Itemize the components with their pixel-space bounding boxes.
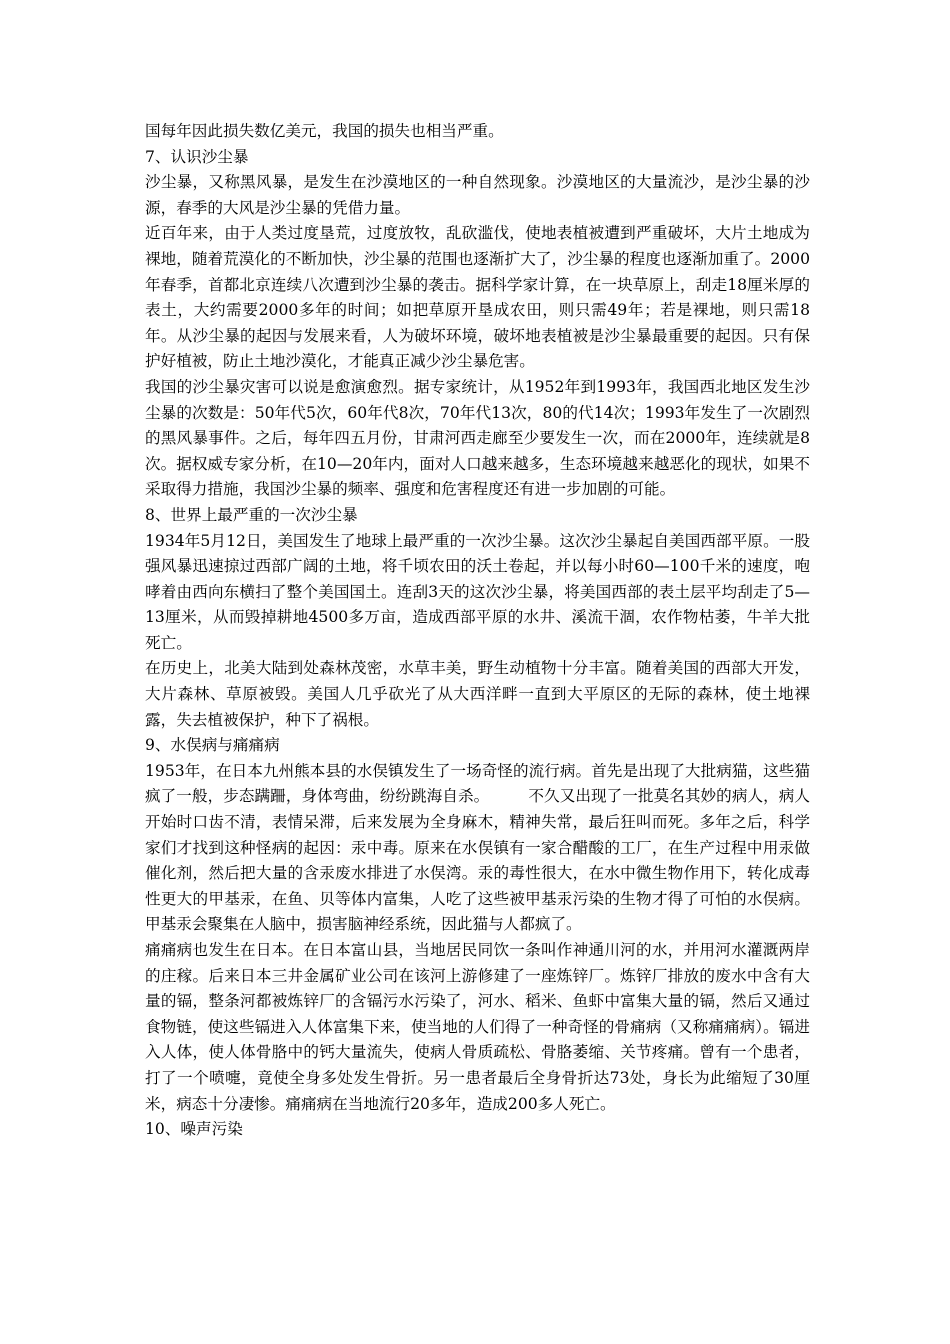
paragraph: 在历史上，北美大陆到处森林茂密，水草丰美，野生动植物十分丰富。随着美国的西部大开发，大片森林、草原被毁。美国人几乎砍光了从大西洋畔一直到大平原区的无际的森林，使土地裸露，失去植被保护，种下了祸根。 (145, 659, 810, 729)
paragraph: 1953年，在日本九州熊本县的水俣镇发生了一场奇怪的流行病。首先是出现了大批病猫，这些猫疯了一般，步态蹒跚，身体弯曲，纷纷跳海自杀。 不久又出现了一批莫名其妙的病人，病人开始时口齿不清，表情呆滞，后来发展为全身麻木，精神失常，最后狂叫而死。多年之后，科学家们才找到这种怪病的起因：汞中毒。原来在水俣镇有一家合醋酸的工厂，在生产过程中用汞做催化剂，然后把大量的含汞废水排进了水俣湾。汞的毒性很大，在水中微生物作用下，转化成毒性更大的甲基汞，在鱼、贝等体内富集，人吃了这些被甲基汞污染的生物才得了可怕的水俣病。甲基汞会聚集在人脑中，损害脑神经系统，因此猫与人都疯了。 (145, 761, 810, 934)
paragraph-continuation: 国每年因此损失数亿美元，我国的损失也相当严重。 (145, 122, 504, 140)
section-heading-9: 9、水俣病与痛痛病 (145, 736, 280, 755)
document-body (145, 119, 810, 1143)
paragraph: 我国的沙尘暴灾害可以说是愈演愈烈。据专家统计，从1952年到1993年，我国西北地区发生沙尘暴的次数是：50年代5次，60年代8次，70年代13次，80的代14次；1993年发生了一次剧烈的黑风暴事件。之后，每年四五月份，甘肃河西走廊至少要发生一次，而在2000年，连续就是8次。据权威专家分析，在10—20年内，面对人口越来越多，生态环境越来越恶化的现状，如果不采取得力措施，我国沙尘暴的频率、强度和危害程度还有进一步加剧的可能。 (145, 377, 810, 499)
paragraph: 沙尘暴，又称黑风暴，是发生在沙漠地区的一种自然现象。沙漠地区的大量流沙，是沙尘暴的沙源，春季的大风是沙尘暴的凭借力量。 (145, 173, 810, 217)
paragraph: 1934年5月12日，美国发生了地球上最严重的一次沙尘暴。这次沙尘暴起自美国西部平原。一股强风暴迅速掠过西部广阔的土地，将千顷农田的沃土卷起，并以每小时60—100千米的速度，咆哮着由西向东横扫了整个美国国土。连刮3天的这次沙尘暴，将美国西部的表土层平均刮走了5—13厘米，从而毁掉耕地4500多万亩，造成西部平原的水井、溪流干涸，农作物枯萎，牛羊大批死亡。 (145, 531, 810, 652)
paragraph: 近百年来，由于人类过度垦荒，过度放牧，乱砍滥伐，使地表植被遭到严重破坏，大片土地成为裸地，随着荒漠化的不断加快，沙尘暴的范围也逐渐扩大了，沙尘暴的程度也逐渐加重了。2000年春季，首都北京连续八次遭到沙尘暴的袭击。据科学家计算，在一块草原上，刮走18厘米厚的表土，大约需要2000多年的时间；如把草原开垦成农田，则只需49年；若是裸地，则只需18年。从沙尘暴的起因与发展来看，人为破坏环境，破坏地表植被是沙尘暴最重要的起因。只有保护好植被，防止土地沙漠化，才能真正减少沙尘暴危害。 (145, 224, 810, 371)
paragraph: 痛痛病也发生在日本。在日本富山县，当地居民同饮一条叫作神通川河的水，并用河水灌溉两岸的庄稼。后来日本三井金属矿业公司在该河上游修建了一座炼锌厂。炼锌厂排放的废水中含有大量的镉，整条河都被炼锌厂的含镉污水污染了，河水、稻米、鱼虾中富集大量的镉，然后又通过食物链，使这些镉进入人体富集下来，使当地的人们得了一种奇怪的骨痛病（又称痛痛病）。镉进入人体，使人体骨胳中的钙大量流失，使病人骨质疏松、骨胳萎缩、关节疼痛。曾有一个患者，打了一个喷嚏，竟使全身多处发生骨折。另一患者最后全身骨折达73处，身长为此缩短了30厘米，病态十分凄惨。痛痛病在当地流行20多年，造成200多人死亡。 (145, 941, 810, 1113)
section-heading-7: 7、认识沙尘暴 (145, 147, 249, 166)
section-heading-8: 8、世界上最严重的一次沙尘暴 (145, 505, 358, 524)
section-heading-10: 10、噪声污染 (145, 1120, 243, 1139)
